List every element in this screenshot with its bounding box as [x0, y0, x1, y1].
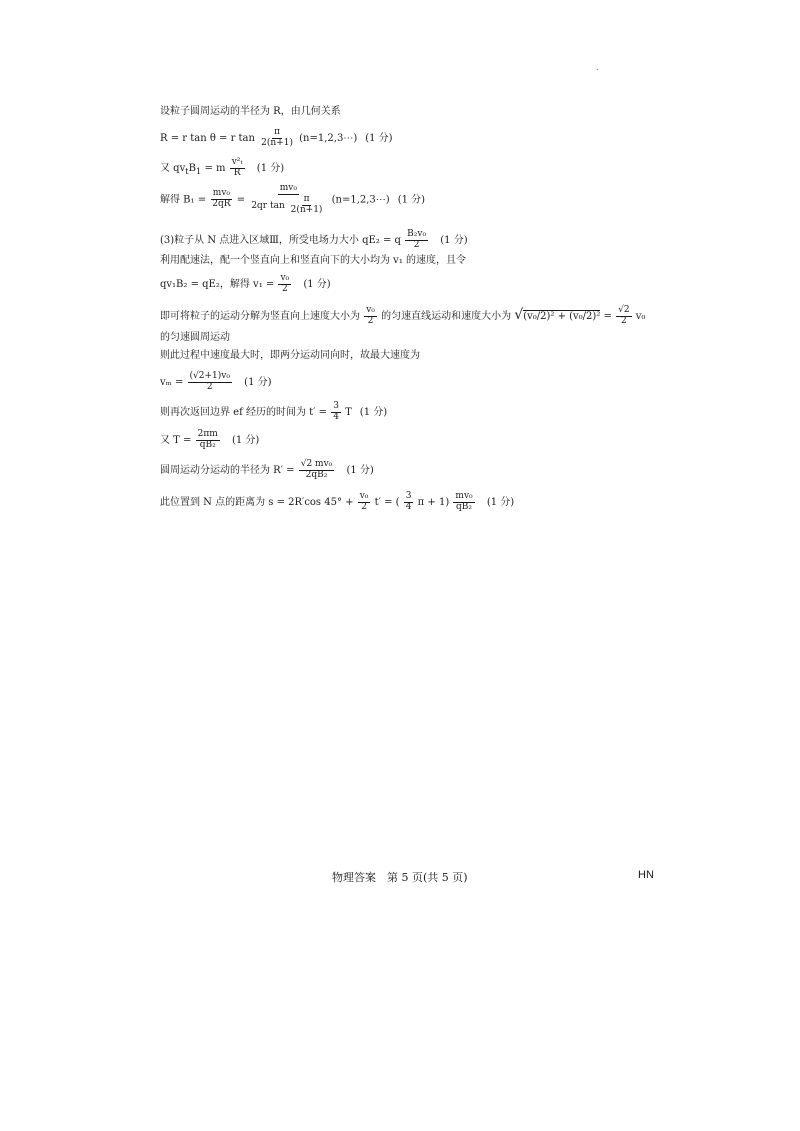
- equation-b1: 解得 B₁ = $\frac{\text{mv₀}}{2qR}$ = mv₀ 2qr tan $\frac{\pi}{2(n+1)}$ (n=1,2,3⋯) (1 分): [160, 183, 426, 215]
- page-footer: 物理答案 第 5 页(共 5 页): [332, 871, 468, 884]
- text-line-1: 设粒子圆周运动的半径为 R，由几何关系: [160, 106, 341, 117]
- equation-decomposition: 即可将粒子的运动分解为竖直向上速度大小为 $\frac{\text{v₀}}{2}$ 的匀速直线运动和速度大小为 √(v₀/2)² + (v₀/2)² = $\frac{√2}{2}$ v₀: [160, 305, 646, 326]
- text-line-6: 利用配速法，配一个竖直向上和竖直向下的大小均为 v₁ 的速度，且令: [160, 255, 467, 266]
- scan-dot: .: [596, 63, 599, 72]
- equation-radius: R = r tan θ = r tan $\frac{\pi}{2(n+1)}$ (n=1,2,3⋯) (1 分): [160, 127, 393, 148]
- equation-radius-prime: 圆周运动分运动的半径为 R′ = $\frac{\text{√2 mv₀}}{\text{2qB₂}}$ (1 分): [160, 459, 374, 480]
- region-code: HN: [638, 869, 654, 881]
- text-line-9: 的匀速圆周运动: [160, 332, 230, 343]
- equation-lorentz: 又 $qv_tB_1 = m$ $\frac{\text{v²ₜ}}{R}$ (1 分): [160, 157, 285, 178]
- equation-period: 又 T = $\frac{2\pi m}{\text{qB₂}}$ (1 分): [160, 429, 260, 450]
- equation-distance: 此位置到 N 点的距离为 s = 2R′cos 45° + $\frac{\text{v₀}}{2}$ t′ = ( $\frac{3}{4}$ π + 1) $\frac{\text{mv₀}}{\text{qB₂}}$ (1 分): [160, 491, 515, 512]
- equation-v1: qv₁B₂ = qE₂，解得 v₁ = $\frac{\text{v₀}}{2}$ (1 分): [160, 273, 331, 294]
- text-line-10: 则此过程中速度最大时，即两分运动同向时，故最大速度为: [160, 350, 420, 361]
- equation-electric-force: (3)粒子从 N 点进入区域Ⅲ，所受电场力大小 qE₂ = q $\frac{\text{B₂v₀}}{2}$ (1 分): [160, 229, 468, 250]
- equation-vmax: vₘ = $\frac{\text{(√2+1)v₀}}{2}$ (1 分): [160, 371, 272, 392]
- equation-time: 则再次返回边界 ef 经历的时间为 t′ = $\frac{3}{4}$ T (1 分): [160, 401, 388, 422]
